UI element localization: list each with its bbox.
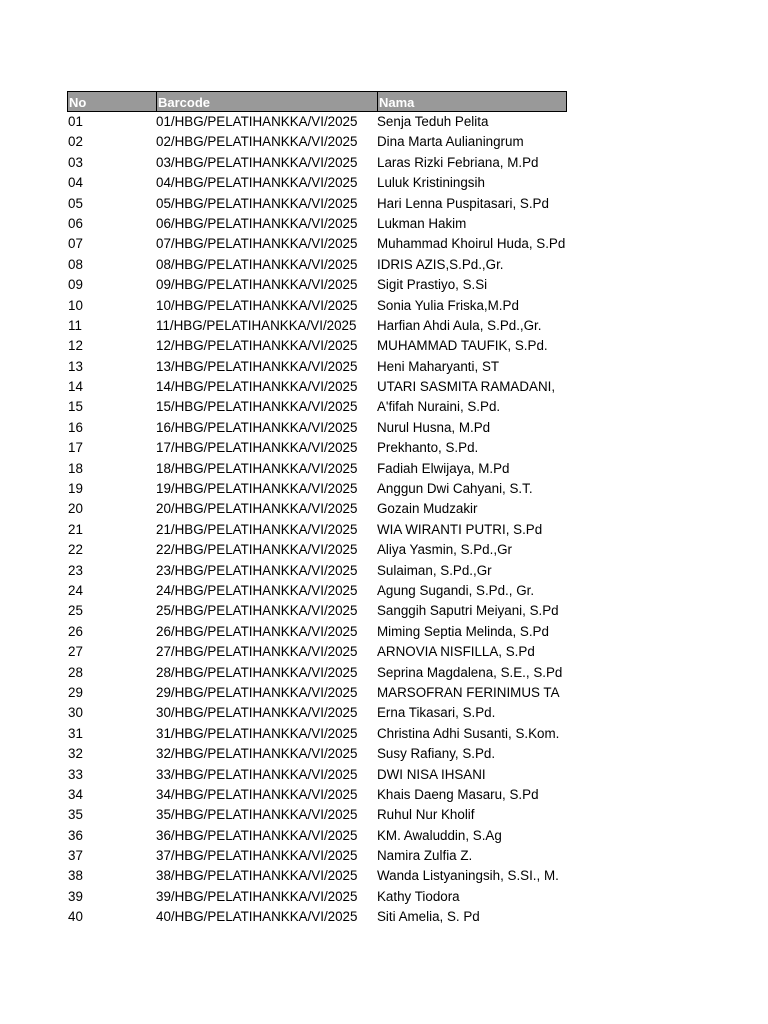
cell-nama: Luluk Kristiningsih [377, 175, 485, 191]
cell-nama: Khais Daeng Masaru, S.Pd [377, 786, 539, 802]
table-row [67, 214, 567, 234]
cell-no: 11 [68, 317, 82, 333]
cell-nama: Seprina Magdalena, S.E., S.Pd [377, 664, 563, 680]
cell-no: 20 [68, 501, 83, 517]
cell-no: 12 [68, 338, 83, 354]
table-row [67, 520, 567, 540]
cell-no: 01 [68, 114, 83, 129]
table-row [67, 459, 567, 479]
table-row [67, 581, 567, 601]
cell-nama: Muhammad Khoirul Huda, S.Pd [377, 236, 566, 252]
table-row [67, 418, 567, 438]
cell-no: 10 [68, 297, 83, 313]
cell-no: 25 [68, 603, 83, 619]
cell-barcode: 22/HBG/PELATIHANKKA/VI/2025 [156, 542, 358, 558]
table-row [67, 397, 567, 417]
cell-barcode: 20/HBG/PELATIHANKKA/VI/2025 [156, 501, 358, 517]
table-row [67, 887, 567, 907]
cell-nama: Erna Tikasari, S.Pd. [377, 705, 496, 721]
cell-nama: Kathy Tiodora [377, 888, 460, 904]
cell-no: 18 [68, 460, 83, 476]
table-row [67, 785, 567, 805]
cell-nama: Christina Adhi Susanti, S.Kom. [377, 725, 560, 741]
cell-barcode: 23/HBG/PELATIHANKKA/VI/2025 [156, 562, 358, 578]
cell-no: 08 [68, 256, 83, 272]
cell-nama: WIA WIRANTI PUTRI, S.Pd [377, 521, 543, 537]
cell-no: 27 [68, 644, 83, 660]
cell-nama: UTARI SASMITA RAMADANI, [377, 379, 556, 395]
cell-no: 15 [68, 399, 83, 415]
cell-no: 19 [68, 481, 83, 497]
cell-nama: Lukman Hakim [377, 215, 467, 231]
cell-nama: Heni Maharyanti, ST [377, 358, 500, 374]
header-nama: Nama [377, 92, 566, 111]
cell-no: 29 [68, 684, 83, 700]
table-row [67, 561, 567, 581]
cell-barcode: 36/HBG/PELATIHANKKA/VI/2025 [156, 827, 358, 843]
cell-nama: Senja Teduh Pelita [377, 114, 489, 129]
cell-nama: DWI NISA IHSANI [377, 766, 486, 782]
cell-no: 07 [68, 236, 83, 252]
cell-no: 05 [68, 195, 83, 211]
header-no: No [69, 95, 87, 110]
cell-barcode: 10/HBG/PELATIHANKKA/VI/2025 [156, 297, 358, 313]
table-row [67, 499, 567, 519]
table-row [67, 438, 567, 458]
cell-no: 22 [68, 542, 83, 558]
cell-no: 02 [68, 134, 83, 150]
cell-barcode: 08/HBG/PELATIHANKKA/VI/2025 [156, 256, 358, 272]
cell-no: 26 [68, 623, 83, 639]
cell-nama: Wanda Listyaningsih, S.SI., M. [377, 868, 559, 884]
cell-barcode: 32/HBG/PELATIHANKKA/VI/2025 [156, 746, 358, 762]
table-row [67, 846, 567, 866]
cell-no: 39 [68, 888, 83, 904]
table-row [67, 173, 567, 193]
cell-no: 17 [68, 440, 83, 456]
cell-no: 03 [68, 154, 83, 170]
cell-nama: Sonia Yulia Friska,M.Pd [377, 297, 519, 313]
cell-barcode: 18/HBG/PELATIHANKKA/VI/2025 [156, 460, 358, 476]
table-row [67, 296, 567, 316]
cell-no: 09 [68, 277, 83, 293]
cell-barcode: 31/HBG/PELATIHANKKA/VI/2025 [156, 725, 358, 741]
cell-no: 04 [68, 175, 83, 191]
cell-nama: Sigit Prastiyo, S.Si [377, 277, 488, 293]
table-row [67, 540, 567, 560]
table-row [67, 826, 567, 846]
cell-barcode: 05/HBG/PELATIHANKKA/VI/2025 [156, 195, 358, 211]
cell-barcode: 38/HBG/PELATIHANKKA/VI/2025 [156, 868, 358, 884]
cell-no: 06 [68, 215, 83, 231]
cell-barcode: 30/HBG/PELATIHANKKA/VI/2025 [156, 705, 358, 721]
cell-nama: Anggun Dwi Cahyani, S.T. [377, 481, 533, 497]
table-row [67, 194, 567, 214]
cell-barcode: 09/HBG/PELATIHANKKA/VI/2025 [156, 277, 358, 293]
cell-barcode: 12/HBG/PELATIHANKKA/VI/2025 [156, 338, 358, 354]
cell-no: 13 [68, 358, 83, 374]
table-row [67, 357, 567, 377]
cell-nama: Nurul Husna, M.Pd [377, 419, 491, 435]
cell-nama: KM. Awaluddin, S.Ag [377, 827, 502, 843]
cell-barcode: 27/HBG/PELATIHANKKA/VI/2025 [156, 644, 358, 660]
cell-no: 35 [68, 807, 83, 823]
cell-nama: Dina Marta Aulianingrum [377, 134, 524, 150]
cell-nama: Gozain Mudzakir [377, 501, 478, 517]
cell-nama: Namira Zulfia Z. [377, 848, 473, 864]
cell-nama: Ruhul Nur Kholif [377, 807, 475, 823]
table-row [67, 601, 567, 621]
participant-table [67, 91, 567, 928]
table-row [67, 153, 567, 173]
table-row [67, 805, 567, 825]
cell-barcode: 19/HBG/PELATIHANKKA/VI/2025 [156, 481, 358, 497]
table-body [67, 112, 567, 928]
cell-barcode: 37/HBG/PELATIHANKKA/VI/2025 [156, 848, 358, 864]
cell-barcode: 40/HBG/PELATIHANKKA/VI/2025 [156, 909, 358, 925]
cell-no: 40 [68, 909, 83, 925]
cell-barcode: 15/HBG/PELATIHANKKA/VI/2025 [156, 399, 358, 415]
cell-barcode: 07/HBG/PELATIHANKKA/VI/2025 [156, 236, 358, 252]
cell-no: 31 [68, 725, 83, 741]
table-row [67, 642, 567, 662]
cell-barcode: 24/HBG/PELATIHANKKA/VI/2025 [156, 582, 358, 598]
table-row [67, 275, 567, 295]
cell-barcode: 17/HBG/PELATIHANKKA/VI/2025 [156, 440, 358, 456]
cell-nama: Aliya Yasmin, S.Pd.,Gr [377, 542, 512, 558]
cell-barcode: 04/HBG/PELATIHANKKA/VI/2025 [156, 175, 358, 191]
cell-nama: IDRIS AZIS,S.Pd.,Gr. [377, 256, 504, 272]
cell-barcode: 02/HBG/PELATIHANKKA/VI/2025 [156, 134, 358, 150]
cell-barcode: 13/HBG/PELATIHANKKA/VI/2025 [156, 358, 358, 374]
table-row [67, 316, 567, 336]
header-barcode: Barcode [156, 92, 377, 111]
cell-no: 38 [68, 868, 83, 884]
cell-barcode: 34/HBG/PELATIHANKKA/VI/2025 [156, 786, 358, 802]
cell-barcode: 39/HBG/PELATIHANKKA/VI/2025 [156, 888, 358, 904]
table-row [67, 336, 567, 356]
table-row [67, 744, 567, 764]
cell-barcode: 33/HBG/PELATIHANKKA/VI/2025 [156, 766, 358, 782]
cell-nama: Agung Sugandi, S.Pd., Gr. [377, 582, 535, 598]
table-row [67, 765, 567, 785]
cell-nama: Harfian Ahdi Aula, S.Pd.,Gr. [377, 317, 542, 333]
table-row [67, 112, 567, 132]
cell-barcode: 14/HBG/PELATIHANKKA/VI/2025 [156, 379, 358, 395]
table-row [67, 479, 567, 499]
cell-nama: Fadiah Elwijaya, M.Pd [377, 460, 510, 476]
cell-barcode: 25/HBG/PELATIHANKKA/VI/2025 [156, 603, 358, 619]
cell-barcode: 16/HBG/PELATIHANKKA/VI/2025 [156, 419, 358, 435]
cell-no: 28 [68, 664, 83, 680]
cell-nama: Siti Amelia, S. Pd [377, 909, 480, 925]
cell-nama: ARNOVIA NISFILLA, S.Pd [377, 644, 535, 660]
cell-no: 24 [68, 582, 83, 598]
cell-barcode: 11/HBG/PELATIHANKKA/VI/2025 [156, 317, 357, 333]
cell-barcode: 29/HBG/PELATIHANKKA/VI/2025 [156, 684, 358, 700]
cell-barcode: 26/HBG/PELATIHANKKA/VI/2025 [156, 623, 358, 639]
cell-no: 37 [68, 848, 83, 864]
cell-nama: MARSOFRAN FERINIMUS TA [377, 684, 560, 700]
cell-nama: MUHAMMAD TAUFIK, S.Pd. [377, 338, 548, 354]
cell-no: 21 [68, 521, 83, 537]
cell-no: 34 [68, 786, 83, 802]
cell-no: 23 [68, 562, 83, 578]
table-row [67, 724, 567, 744]
table-row [67, 683, 567, 703]
cell-barcode: 21/HBG/PELATIHANKKA/VI/2025 [156, 521, 358, 537]
table-row [67, 907, 567, 927]
table-row [67, 622, 567, 642]
cell-barcode: 06/HBG/PELATIHANKKA/VI/2025 [156, 215, 358, 231]
cell-no: 33 [68, 766, 83, 782]
cell-nama: Sanggih Saputri Meiyani, S.Pd [377, 603, 559, 619]
cell-barcode: 28/HBG/PELATIHANKKA/VI/2025 [156, 664, 358, 680]
cell-nama: Hari Lenna Puspitasari, S.Pd [377, 195, 549, 211]
table-row [67, 703, 567, 723]
cell-nama: Susy Rafiany, S.Pd. [377, 746, 496, 762]
table-header [67, 91, 567, 112]
cell-nama: Sulaiman, S.Pd.,Gr [377, 562, 492, 578]
table-row [67, 255, 567, 275]
cell-barcode: 35/HBG/PELATIHANKKA/VI/2025 [156, 807, 358, 823]
table-row [67, 132, 567, 152]
cell-no: 16 [68, 419, 83, 435]
table-row [67, 866, 567, 886]
cell-nama: A'fifah Nuraini, S.Pd. [377, 399, 501, 415]
table-row [67, 663, 567, 683]
cell-nama: Laras Rizki Febriana, M.Pd [377, 154, 539, 170]
cell-barcode: 03/HBG/PELATIHANKKA/VI/2025 [156, 154, 358, 170]
cell-barcode: 01/HBG/PELATIHANKKA/VI/2025 [156, 114, 358, 129]
cell-no: 36 [68, 827, 83, 843]
cell-no: 30 [68, 705, 83, 721]
cell-nama: Prekhanto, S.Pd. [377, 440, 479, 456]
cell-nama: Miming Septia Melinda, S.Pd [377, 623, 549, 639]
cell-no: 14 [68, 379, 83, 395]
cell-no: 32 [68, 746, 83, 762]
table-row [67, 234, 567, 254]
table-row [67, 377, 567, 397]
